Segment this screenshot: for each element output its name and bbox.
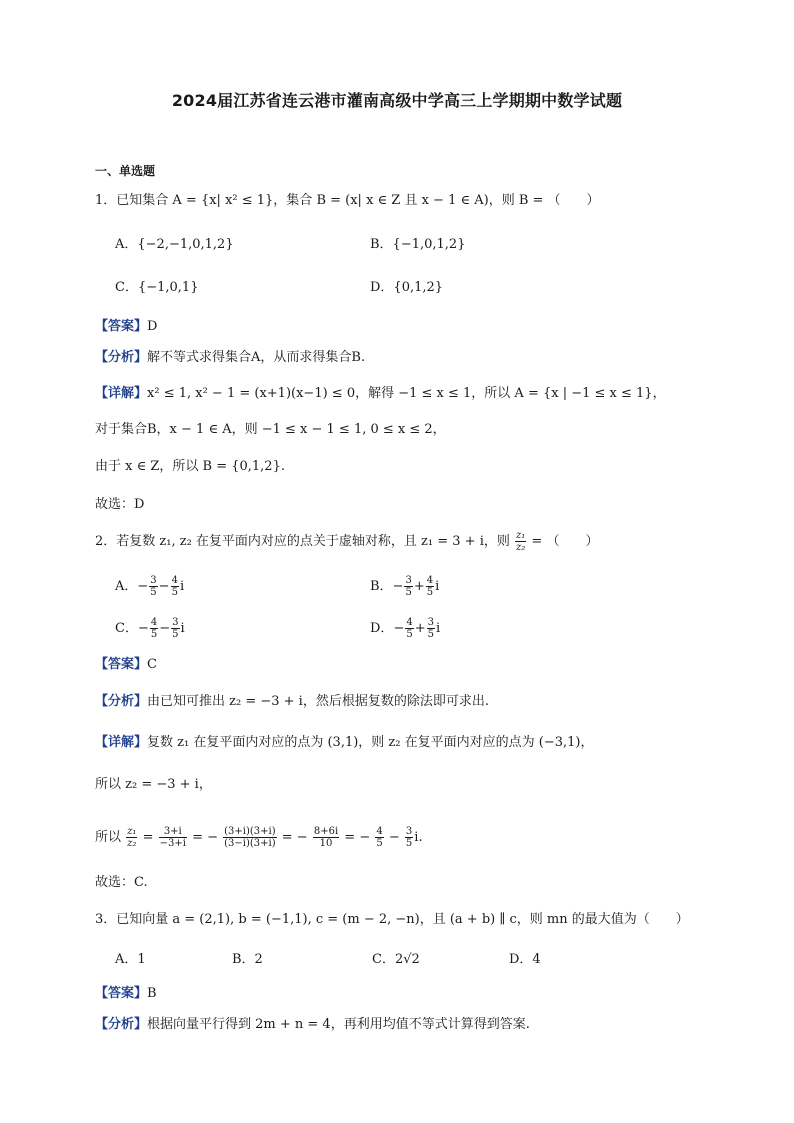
q3-analysis: 根据向量平行得到 2m + n = 4，再利用均值不等式计算得到答案. [147, 1017, 530, 1032]
q3-stem: 3．已知向量 a = (2,1), b = (−1,1), c = (m − 2, −n)，且 (a + b) ∥ c，则 mn 的最大值为（ ） [95, 912, 689, 927]
q2-detail-line-1: 【详解】复数 z₁ 在复平面内对应的点为 (3,1)，则 z₂ 在复平面内对应的点为 (−3,1)， [95, 735, 594, 750]
q2-option-b[interactable]: B．− $\frac{3}{5}$ + $\frac{4}{5}$ i [370, 575, 440, 598]
q1-answer: D [147, 319, 158, 334]
analysis-tag: 【分析】 [95, 350, 148, 365]
q3-answer-line: 【答案】B [95, 986, 157, 1001]
q2-detail-1: 复数 z₁ 在复平面内对应的点为 (3,1)，则 z₂ 在复平面内对应的点为 (−3,1)， [147, 735, 594, 750]
page-title: 2024届江苏省连云港市灌南高级中学高三上学期期中数学试题 [171, 91, 623, 110]
q3-analysis-line: 【分析】根据向量平行得到 2m + n = 4，再利用均值不等式计算得到答案. [95, 1017, 530, 1032]
q1-option-d[interactable]: D．{0,1,2} [370, 280, 444, 295]
q3-option-a[interactable]: A．1 [115, 952, 146, 967]
q3-option-b[interactable]: B．2 [232, 952, 263, 967]
q2-stem [95, 530, 598, 553]
q1-detail-line-1 [95, 385, 666, 403]
q3-option-d[interactable]: D．4 [509, 952, 541, 967]
q2-stem-text: 2．若复数 z₁, z₂ 在复平面内对应的点关于虚轴对称，且 z₁ = 3 + i，则 [95, 534, 510, 549]
z1-over-z2-fraction: $\frac{\text{z₁}}{\text{z₂}}$ [516, 530, 526, 553]
detail-tag: 【详解】 [95, 386, 148, 401]
answer-tag: 【答案】 [95, 319, 148, 334]
q1-answer-line [95, 318, 157, 336]
q1-option-a[interactable]: A．{−2,−1,0,1,2} [115, 237, 234, 252]
q2-option-d[interactable]: D．− $\frac{4}{5}$ + $\frac{3}{5}$ i [370, 617, 441, 640]
q2-option-a[interactable]: A．− $\frac{3}{5}$ − $\frac{4}{5}$ i [115, 575, 185, 598]
q3-option-c[interactable]: C．2√2 [372, 952, 420, 967]
q1-analysis: 解不等式求得集合A，从而求得集合B. [147, 350, 366, 365]
q1-option-c[interactable]: C．{−1,0,1} [115, 280, 199, 295]
q2-option-c[interactable]: C．− $\frac{4}{5}$ − $\frac{3}{5}$ i [115, 617, 185, 640]
q1-detail-1: x² ≤ 1, x² − 1 = (x+1)(x−1) ≤ 0，解得 −1 ≤ x ≤ 1，所以 A = {x | −1 ≤ x ≤ 1}， [147, 386, 666, 401]
q1-conclusion: 故选：D [95, 497, 145, 512]
q2-conclusion: 故选：C. [95, 875, 148, 890]
q3-answer: B [147, 986, 157, 1001]
section-heading: 一、单选题 [95, 164, 156, 178]
q1-option-b[interactable]: B．{−1,0,1,2} [370, 237, 466, 252]
q1-stem: 1．已知集合 A = {x| x² ≤ 1}，集合 B = (x| x ∈ Z 且 x − 1 ∈ A)，则 B = （ ） [95, 193, 600, 208]
q2-stem-tail: = （ ） [531, 534, 599, 549]
q2-analysis: 由已知可推出 z₂ = −3 + i，然后根据复数的除法即可求出. [147, 694, 489, 709]
q2-analysis-line: 【分析】由已知可推出 z₂ = −3 + i，然后根据复数的除法即可求出. [95, 694, 489, 709]
q1-detail-2: 对于集合B，x − 1 ∈ A，则 −1 ≤ x − 1 ≤ 1, 0 ≤ x ≤ 2， [95, 422, 446, 437]
q2-answer: C [147, 657, 157, 672]
q2-answer-line: 【答案】C [95, 657, 157, 672]
q2-detail-3: 所以 $\frac{\text{z₁}}{\text{z₂}}$ = $\frac{3+i}{-3+i}$ = − $\frac{(3+i)(3+i)}{(3-i)(3+i)}$ = − $\frac{8+6i}{10}$ = − $\frac{4}{5}$ − $\frac{3}{5}$ i. [95, 826, 423, 849]
q1-detail-3: 由于 x ∈ Z，所以 B = {0,1,2}. [95, 459, 285, 474]
q2-detail-2: 所以 z₂ = −3 + i， [95, 777, 212, 792]
q1-analysis-line [95, 349, 365, 367]
